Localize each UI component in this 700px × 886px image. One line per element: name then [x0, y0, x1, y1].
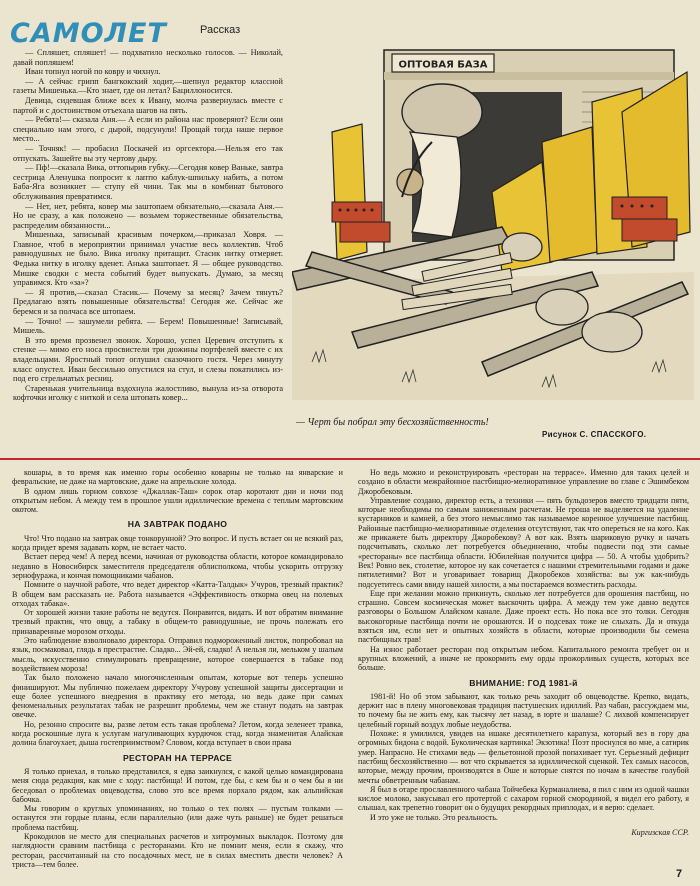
- article-paragraph: Но ведь можно и реконструировать «ресторан на террасе». Именно для таких целей и создано в области межрайонное пастбищно-мелиоративное управление во главе с Эшимбеком Джоробековым.: [358, 468, 689, 496]
- article-paragraph: кошары, в то время как именно горы особенно коварны не только на январские и февральские, не даже на мартовские, даже на апрельские холода.: [12, 468, 343, 487]
- article-paragraph: И это уже не только. Это реальность.: [370, 812, 498, 822]
- warehouse-sign: ОПТОВАЯ БАЗА: [398, 59, 488, 71]
- article-paragraph: Это наблюдение взволновало директора. Отправил подмороженный листок, попробовал на язык, посмаковал, глядь в престрастие. Сладко... Эй-ей, сладко! А нельзя ли, мельком у шалым мысль, искусственно стимулировать превращение, которое совершается в табаке под воздействием мороза!: [12, 636, 343, 673]
- article-paragraph: Что! Что подано на завтрак овце тонкорунной? Это вопрос. И пусть встает он не всякий раз, когда придет время задавать корм, не встает часто.: [12, 533, 343, 553]
- story-paragraph: — Точно! — зашумели ребята. — Берем! Повышенные! Записывай, Мишель.: [13, 316, 283, 336]
- article-paragraph: Еще при желании можно прикинуть, сколько лет потребуется для орошения пастбищ, но страшно. Совсем космическая может выскочить цифра. А между тем уже давно ведутся разговоры о Большом Алайском канале. Даже проект есть. Но пока все это толки. Сегодня высокогорные пастбища почти не орошаются. И о подсевах тоже не слыхать. Да и откуда взяться им, если нет и опытных хозяйств в области, которые производили бы семена пастбищных трав!: [358, 588, 689, 645]
- story-paragraph: — Нет, нет, ребята, ковер мы заштопаем обязательно,—сказала Аня.— Но не сразу, а как положено — возьмем торжественные обязательства, распределим обязанности...: [13, 201, 283, 230]
- article-paragraph: Помните о научной работе, что ведет директор «Катта-Талдык» Учуров, трезвый практик? В общем вам рассказать не. Работа называется «Эффективность откорма овец на полевых отходах табака».: [12, 580, 343, 608]
- section-heading: НА ЗАВТРАК ПОДАНО: [127, 519, 228, 530]
- article-paragraph: Так было положено начало многочисленным опытам, которые вот теперь успешно финишируют. Мы публично пожелаем директору Учурову успешной защиты диссертации и еще более успешного внедрения в практику его метода, но ведь даже при самых феноменальных результатах табак не разрешит проблемы, чем же станут подать на завтрак овечке.: [12, 673, 343, 720]
- section-divider: [0, 458, 700, 460]
- article-paragraph: От хорошей жизни такие работы не ведутся. Понравится, видать. И вот обратим внимание трезвый практик, что овцу, а табаку в общем-то равнодушные, не прочь полежать его принаваренные морозом отходы.: [12, 608, 343, 636]
- story-paragraph: — Точняк! — пробасил Поскачей из оргсектора.—Нельзя его так отпускать. Зашейте вы эту чертову дыру.: [13, 143, 283, 163]
- article-paragraph: На износ работает ресторан под открытым небом. Капитального ремонта требует он и крупных вложений, а иначе не прокормить ему орды прожорливых существ, которых все больше.: [358, 644, 689, 673]
- article-paragraph: Встает перед чем! А перед всеми, начиная от руководства области, которое командировало недавно в Новосибирск заместителя председателя облисполкома, чтобы ускорить отгрузку зернофуража, и кончая помощниками чабанов.: [12, 552, 343, 580]
- story-rubric: Рассказ: [200, 24, 241, 36]
- section-heading: РЕСТОРАН НА ТЕРРАСЕ: [122, 752, 233, 763]
- story-paragraph: Мишенька, записывай красивым почерком,—приказал Ховря. — Главное, чтоб в мероприятии принимал участие весь коллектив. Чтоб равнодушных не было. Вика иголку притащит. Стасик нитку отмеряет. Федька нитку в иголку вденет. Анька заштопает. Я — общее руководство. Мишке сводки с места событий будет выпускать. Думаю, за месяц управимся. Кто «за»?: [13, 230, 283, 288]
- story-paragraph: — Пф!—сказала Вика, оттопырив губку.—Сегодня ковер Ваньке, завтра сестрица Аленушка попросит к лаптю каблук-шпильку набить, а потом Баба-Яга возникнет — ступу ей чини. Так мы в комбинат бытового обслуживания превратимся.: [13, 163, 283, 201]
- illustration-caption: — Черт бы побрал эту бесхозяйственность!: [296, 417, 489, 428]
- article-paragraph: Мы говорим о круглых упоминаниях, но только о тех полях — пустым толками — останутся эти гордые планы, если параллельно (или даже чуть раньше) не будет решаться проблема пастбищ.: [12, 804, 343, 832]
- story-paragraph: — А сейчас грипп бангкокский ходит,—шепнул редактор классной газеты Мишенька.—Кто знает, где он летал? Бациллоносится.: [13, 76, 283, 96]
- story-title: САМОЛЕТ: [10, 18, 167, 49]
- article-paragraph: Я был в отаре прославленного чабана Тойчебека Курманалиева, я пил с ним из одной чашки кислое молоко, закусывал его протертой с сахаром горной смородиной, я видел его работу, я слышал, как трепетно говорит он о будущих рекордных приплодах, и я верю: сделает.: [358, 784, 689, 813]
- story-paragraph: Старенькая учительница вздохнула жалостливо, вынула из-за отворота кофточки иголку с ниткой и села штопать ковер...: [13, 383, 283, 403]
- story-paragraph: В это время прозвенел звонок. Хорошо, успел Церевич отступить к стенке — мимо его носа просвистели три дюжины портфелей вместе с их владельцами. Яростный топот оглушил сказочного гостя. Через минуту класс опустел. Иван бессильно опустился на стул, и слезы покатились из-под его стрельчатых ресниц.: [13, 335, 283, 384]
- story-paragraph: Иван топнул ногой по ковру и чихнул.: [25, 67, 161, 77]
- dateline: Киргизская ССР.: [631, 827, 689, 837]
- story-paragraph: — Спляшет, спляшет! — подхватило несколько голосов. — Николай, давай попляшем!: [13, 48, 283, 67]
- illustration: [292, 32, 694, 400]
- left-column: [12, 468, 343, 869]
- article-paragraph: Похоже: я умилился, увидев на ишаке десятилетнего карапуза, который вез в гору два огромных бидона с водой. Буколическая картинка! Экзотика! Поэт проснулся во мне, а сатирик умер. Напрасно. Не стихами ведь — фельетонной прозой попахивает тут. Серьезный дефицит пастбищ бесхозяйственно — вот что скрывается за идиллической сценкой. Тех самых насосов, которые, между прочим, производятся в Оше и которые снятся по ночам в качестве голубой мечты обветренным чабанам.: [358, 729, 689, 785]
- story-paragraph: Девица, сидевшая ближе всех к Ивану, молча развернулась вместе с партой и с достоинством отъехала шагов на пять.: [13, 95, 283, 115]
- story-paragraph: — Ребята!— сказала Аня.— А если из района нас проверяют? Если они специально нам этого, с дырой, подсунули! Прощай тогда наше первое место...: [13, 115, 283, 144]
- article-paragraph: 1981-й! Но об этом забывают, как только речь заходит об овцеводстве. Крепко, видать, держит нас в плену многовековая традиция пастушеских идиллий. Раз чабан, рассуждаем мы, то почему бы не жить ему, как тысячу лет назад, в юрте и шалаше? С лихвой компенсирует целебный горный воздух любые неудобства.: [358, 691, 689, 729]
- story-text: [13, 48, 283, 403]
- page-number: 7: [676, 868, 683, 880]
- right-column: [358, 468, 689, 837]
- section-heading: ВНИМАНИЕ: ГОД 1981-й: [469, 677, 578, 688]
- article-paragraph: В одном лишь горном совхозе «Джаллак-Таш» сорок отар коротают дни и ночи под открытым небом. А между тем в прошлое ушли идиллические времена с теплым мартовским окотом.: [12, 486, 343, 515]
- story-paragraph: — Я против,—сказал Стасик.— Почему за месяц? Зачем тянуть? Предлагаю взять повышенные обязательства! Сегодня же. Сейчас же беремся и за полчаса все штопаем.: [13, 287, 283, 317]
- illustration-credit: Рисунок С. СПАССКОГО.: [542, 430, 647, 439]
- article-paragraph: Я только приехал, я только представился, я едва заикнулся, с какой целью командирована меня сюда редакция, как мне с ходу: пастбища! И потом, где бы, с кем бы и о чем бы я ни беседовал о проблемах овцеводства, слово это все время порхало рядом, как альпийская бабочка.: [12, 766, 343, 804]
- article-paragraph: Но, резонно спросите вы, разве летом есть такая проблема? Летом, когда зеленеет травка, когда роскошные луга к услугам нагуливающих курдючок стад, когда знаменитая Алайская долина благоухает, дыша гостеприимством? Словом, когда вступает в свои права: [12, 719, 343, 748]
- article-paragraph: Крокодилов не место для специальных расчетов и хитроумных выкладок. Поэтому для наглядности сравним пастбища с ресторанами. Кто не помнит меня, если я скажу, что ресторан, рассчитанный на сто посадочных мест, не в силах вместить двести человек? А триста—тем более.: [12, 831, 343, 869]
- article-paragraph: Управление создано, директор есть, а техники — пять бульдозеров вместо тридцати пяти, которые необходимы по самым заниженным расчетам. Не грошa не выделяется на удаление кустарников и камней, а без этого немыслимо так называемое коренное улучшение пастбищ. Районные пастбищно-мелиоративные отделения отсутствуют, так что опереться не на кого. Как же прикажете быть директору Джоробекову? А вот как. Взять шариковую ручку и начать подсчитывать, сколько лет потребуется объединению, чтобы подвести под эти самые «рестораны» все пастбища области. Юбилейная получится цифра — 50. А чтобы удобрить? Век! Ровно век, столетие, которое ну как сочетается с нашими стремительными годами и даже пятилетиями? Вот и уговаривает товарищ Джоробеков хозяйства: вы уж как-нибудь подсуетитесь сами ввиду нашей хилости, а мы постараемся возместить расходы.: [358, 495, 689, 589]
